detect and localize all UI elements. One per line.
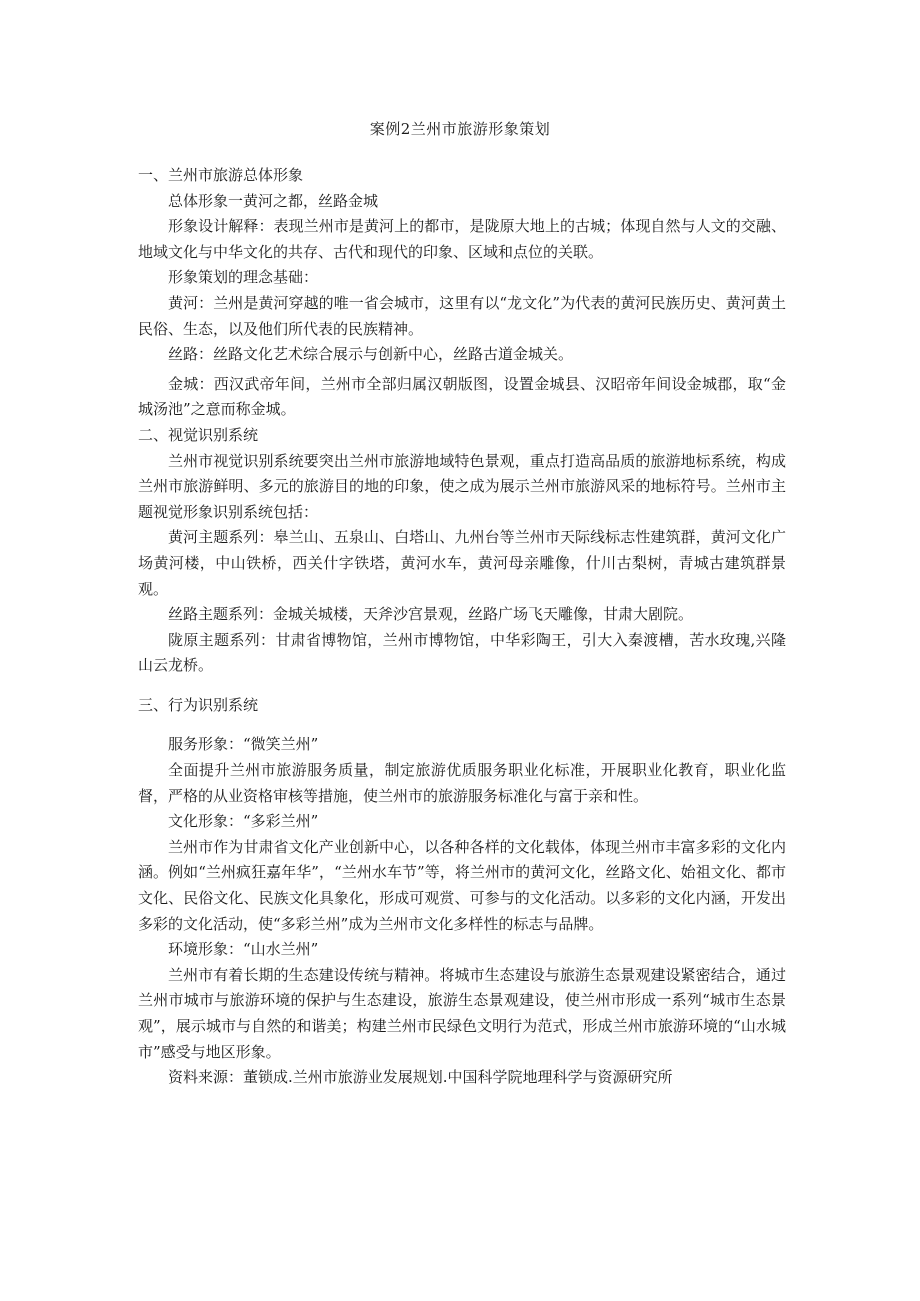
environment-image-label: 环境形象：“山水兰州” bbox=[168, 940, 319, 959]
service-image-paragraph: 全面提升兰州市旅游服务质量，制定旅游优质服务职业化标准，开展职业化教育，职业化监督，严格的从业资格审核等措施，使兰州市的旅游服务标准化与富于亲和性。 bbox=[138, 761, 786, 805]
design-explanation-paragraph: 形象设计解释：表现兰州市是黄河上的都市，是陇原大地上的古城；体现自然与人文的交融、地域文化与中华文化的共存、古代和现代的印象、区域和点位的关联。 bbox=[138, 217, 786, 261]
concept-basis-label: 形象策划的理念基础： bbox=[168, 268, 319, 287]
culture-image-label: 文化形象：“多彩兰州” bbox=[168, 812, 319, 831]
section1-heading: 一、兰州市旅游总体形象 bbox=[138, 166, 304, 184]
overall-image-text: 总体形象一黄河之都，丝路金城 bbox=[168, 191, 379, 210]
jincheng-paragraph: 金城：西汉武帝年间，兰州市全部归属汉朝版图，设置金城县、汉昭帝年间设金城郡，取“金城汤池”之意而称金城。 bbox=[138, 374, 786, 419]
silk-road-series-paragraph: 丝路主题系列：金城关城楼，天斧沙宫景观，丝路广场飞天雕像，甘肃大剧院。 bbox=[168, 605, 694, 624]
section2-heading: 二、视觉识别系统 bbox=[138, 425, 259, 444]
yellow-river-paragraph: 黄河：兰州是黄河穿越的唯一省会城市，这里有以“龙文化”为代表的黄河民族历史、黄河黄土民俗、生态，以及他们所代表的民族精神。 bbox=[138, 293, 786, 338]
silk-road-paragraph: 丝路：丝路文化艺术综合展示与创新中心，丝路古道金城关。 bbox=[168, 345, 574, 364]
section3-heading: 三、行为识别系统 bbox=[138, 695, 259, 714]
visual-identity-intro-paragraph: 兰州市视觉识别系统要突出兰州市旅游地域特色景观，重点打造高品质的旅游地标系统，构成兰州市旅游鲜明、多元的旅游目的地的印象，使之成为展示兰州市旅游风采的地标符号。兰州市主题视觉形象识别系统包括： bbox=[138, 451, 786, 521]
culture-image-paragraph: 兰州市作为甘肃省文化产业创新中心，以各种各样的文化载体，体现兰州市丰富多彩的文化内涵。例如“兰州疯狂嘉年华”，“兰州水车节”等，将兰州市的黄河文化，丝路文化、始祖文化、都市文化、民俗文化、民族文化具象化，形成可观赏、可参与的文化活动。以多彩的文化内涵，开发出多彩的文化活动，使“多彩兰州”成为兰州市文化多样性的标志与品牌。 bbox=[138, 837, 786, 933]
yellow-river-series-paragraph: 黄河主题系列：皋兰山、五泉山、白塔山、九州台等兰州市天际线标志性建筑群，黄河文化广场黄河楼，中山铁桥，西关什字铁塔，黄河水车，黄河母亲雕像，什川古梨树，青城古建筑群景观。 bbox=[138, 528, 786, 598]
longyuan-series-paragraph: 陇原主题系列：甘肃省博物馆，兰州市博物馆，中华彩陶王，引大入秦渡槽，苦水玫瑰,兴隆山云龙桥。 bbox=[138, 630, 786, 675]
source-citation: 资料来源：董锁成.兰州市旅游业发展规划.中国科学院地理科学与资源研究所 bbox=[168, 1068, 673, 1087]
environment-image-paragraph: 兰州市有着长期的生态建设传统与精神。将城市生态建设与旅游生态景观建设紧密结合，通过兰州市城市与旅游环境的保护与生态建设，旅游生态景观建设，使兰州市形成一系列“城市生态景观”，展示城市与自然的和谐美；构建兰州市民绿色文明行为范式，形成兰州市旅游环境的“山水城市”感受与地区形象。 bbox=[138, 965, 786, 1061]
document-body bbox=[138, 163, 786, 1091]
service-image-label: 服务形象：“微笑兰州” bbox=[168, 735, 319, 754]
document-title: 案例2兰州市旅游形象策划 bbox=[369, 120, 551, 138]
